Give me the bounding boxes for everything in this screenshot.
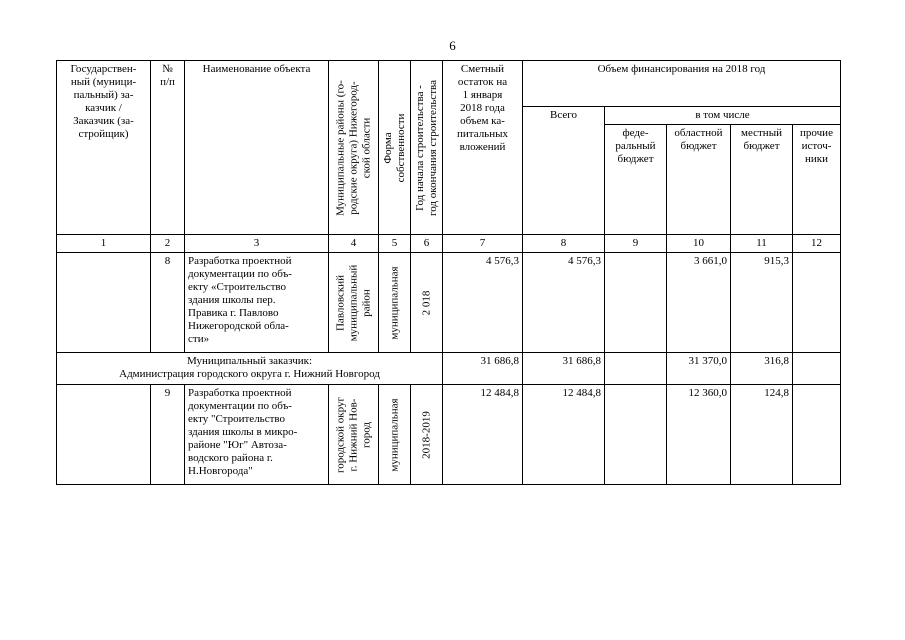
years: 2018-2019	[411, 385, 443, 485]
other-value	[793, 385, 841, 485]
header-federal: феде- ральный бюджет	[605, 125, 667, 235]
local-value: 124,8	[731, 385, 793, 485]
header-years: Год начала строительства - год окончания строительства	[411, 61, 443, 235]
financing-table	[56, 60, 841, 485]
header-balance: Сметный остаток на 1 января 2018 года объем ка- питальных вложений	[443, 61, 523, 235]
table-row	[57, 253, 841, 353]
col-number: 3	[185, 235, 329, 253]
regional-value: 3 661,0	[667, 253, 731, 353]
ownership: муниципальная	[379, 253, 411, 353]
table-row	[57, 385, 841, 485]
other-value	[793, 253, 841, 353]
header-other: прочие источ- ники	[793, 125, 841, 235]
col-number: 11	[731, 235, 793, 253]
local-value: 316,8	[731, 353, 793, 385]
regional-value: 12 360,0	[667, 385, 731, 485]
column-numbers-row	[57, 235, 841, 253]
years: 2 018	[411, 253, 443, 353]
col-number: 5	[379, 235, 411, 253]
customer-cell	[57, 385, 151, 485]
col-number: 9	[605, 235, 667, 253]
header-total: Всего	[523, 107, 605, 235]
col-number: 12	[793, 235, 841, 253]
header-district: Муниципальные районы (го- родские округа) Нижегород- ской области	[329, 61, 379, 235]
regional-value: 31 370,0	[667, 353, 731, 385]
district: городской округ г. Нижний Нов- город	[329, 385, 379, 485]
row-number: 9	[151, 385, 185, 485]
customer-row	[57, 353, 841, 385]
local-value: 915,3	[731, 253, 793, 353]
col-number: 10	[667, 235, 731, 253]
header-regional: областной бюджет	[667, 125, 731, 235]
row-number: 8	[151, 253, 185, 353]
object-name: Разработка проектной документации по объ- екту «Строительство здания школы пер. Правика г. Павлово Нижегородской обла- сти»	[185, 253, 329, 353]
header-object-name: Наименование объекта	[185, 61, 329, 235]
total-value: 12 484,8	[523, 385, 605, 485]
header-including: в том числе	[605, 107, 841, 125]
header-number: № п/п	[151, 61, 185, 235]
ownership: муниципальная	[379, 385, 411, 485]
district: Павловский муниципальный район	[329, 253, 379, 353]
customer-cell	[57, 253, 151, 353]
total-value: 31 686,8	[523, 353, 605, 385]
header-local: местный бюджет	[731, 125, 793, 235]
federal-value	[605, 253, 667, 353]
col-number: 4	[329, 235, 379, 253]
balance-value: 12 484,8	[443, 385, 523, 485]
balance-value: 31 686,8	[443, 353, 523, 385]
header-ownership: Форма собственности	[379, 61, 411, 235]
header-financing: Объем финансирования на 2018 год	[523, 61, 841, 107]
header-customer: Государствен- ный (муници- пальный) за- казчик / Заказчик (за- стройщик)	[57, 61, 151, 235]
total-value: 4 576,3	[523, 253, 605, 353]
col-number: 2	[151, 235, 185, 253]
federal-value	[605, 353, 667, 385]
col-number: 1	[57, 235, 151, 253]
col-number: 7	[443, 235, 523, 253]
federal-value	[605, 385, 667, 485]
municipal-customer: Муниципальный заказчик: Администрация городского округа г. Нижний Новгород	[57, 353, 443, 385]
other-value	[793, 353, 841, 385]
page-number: 6	[449, 38, 456, 53]
object-name: Разработка проектной документации по объ- екту "Строительство здания школы в микро- районе "Юг" Автоза- водского района г. Н.Новгорода"	[185, 385, 329, 485]
col-number: 8	[523, 235, 605, 253]
col-number: 6	[411, 235, 443, 253]
balance-value: 4 576,3	[443, 253, 523, 353]
